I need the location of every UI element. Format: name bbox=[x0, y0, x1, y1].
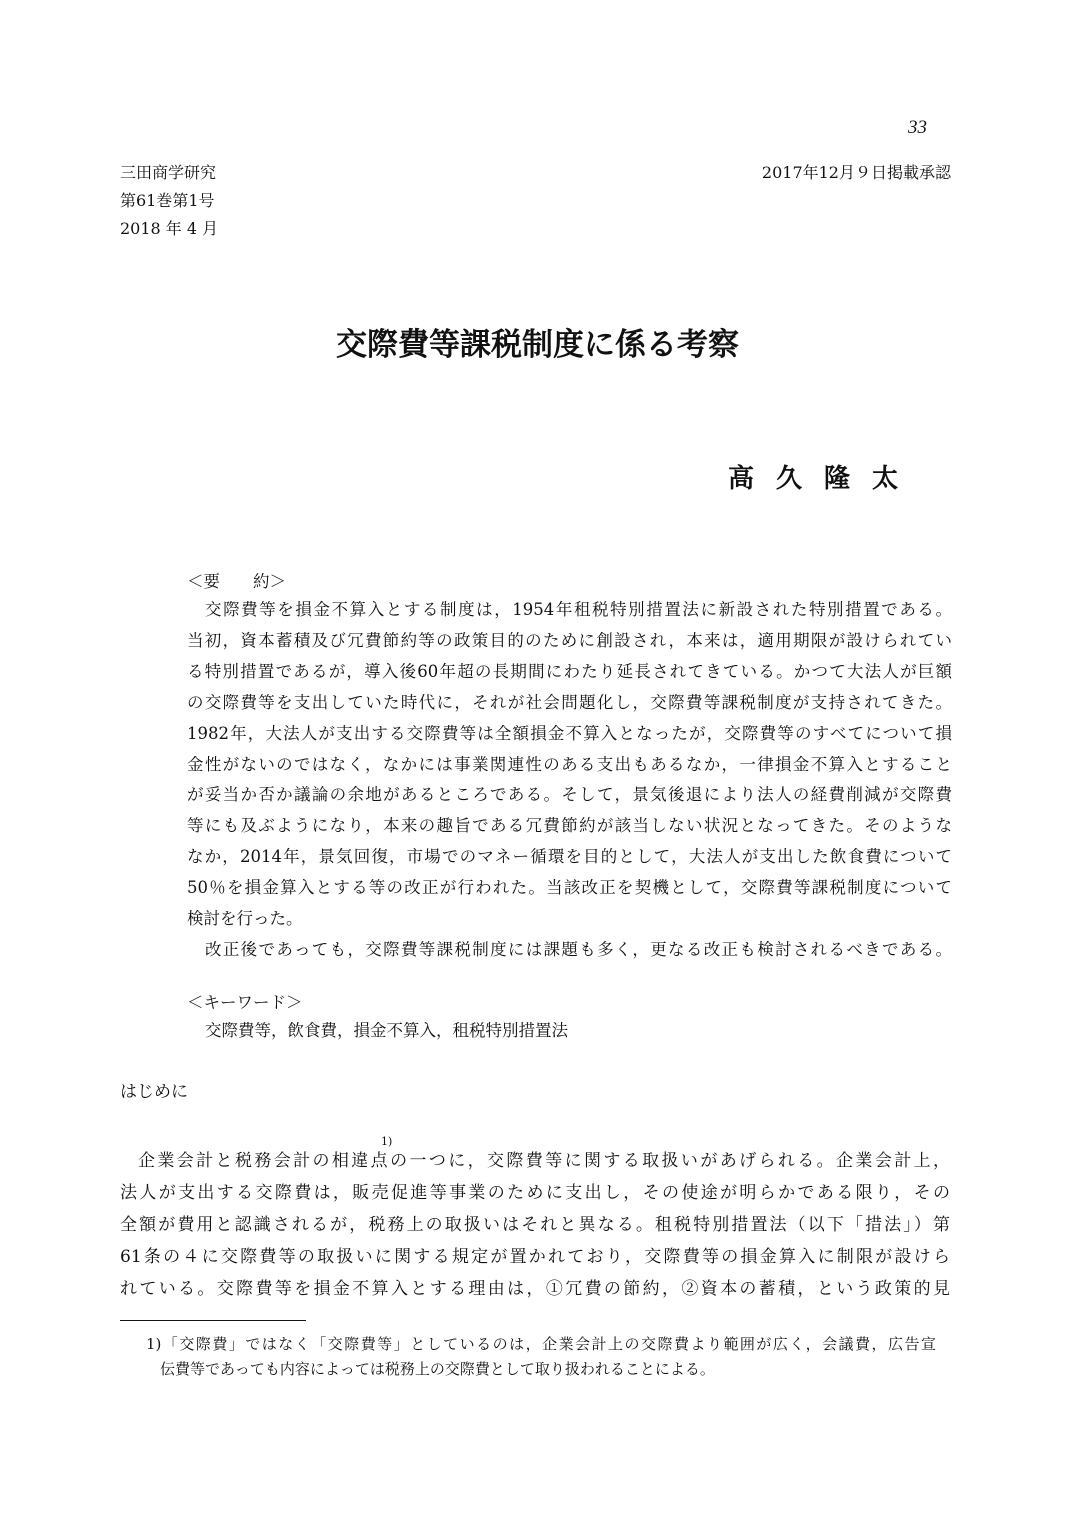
journal-date: 2018 年 4 月 bbox=[120, 219, 219, 238]
journal-volume: 第61巻第1号 bbox=[120, 191, 215, 210]
footnote-line: 1)「交際費」ではなく「交際費等」としているのは，企業会計上の交際費より範囲が広く，会議費，広告宣 bbox=[146, 1335, 936, 1353]
author-name: 高久隆太 bbox=[728, 464, 921, 494]
abstract-line: なか，2014年，景気回復，市場でのマネー循環を目的として，大法人が支出した飲食費について bbox=[187, 847, 952, 866]
abstract-line: 当初，資本蓄積及び冗費節約等の政策目的のために創設され，本来は，適用期限が設けられてい bbox=[187, 631, 952, 650]
page-number: 33 bbox=[908, 117, 927, 138]
abstract-heading: ＜要 約＞ bbox=[187, 572, 286, 591]
acceptance-date: 2017年12月９日掲載承認 bbox=[761, 163, 951, 182]
abstract-line: る特別措置であるが，導入後60年超の長期間にわたり延長されてきている。かつて大法人が巨額 bbox=[187, 662, 952, 681]
keywords-list: 交際費等，飲食費，損金不算入，租税特別措置法 bbox=[205, 1021, 568, 1040]
body-line: 法人が支出する交際費は，販売促進等事業のために支出し，その使途が明らかである限り，その bbox=[120, 1183, 950, 1203]
section-heading: はじめに bbox=[120, 1082, 188, 1102]
journal-name: 三田商学研究 bbox=[120, 163, 217, 182]
body-line: れている。交際費等を損金不算入とする理由は，①冗費の節約，②資本の蓄積，という政策的見 bbox=[120, 1279, 950, 1299]
abstract-line: 交際費等を損金不算入とする制度は，1954年租税特別措置法に新設された特別措置である。 bbox=[205, 600, 952, 619]
footnote-divider bbox=[120, 1320, 306, 1321]
body-line: 企業会計と税務会計の相違点の一つに，交際費等に関する取扱いがあげられる。企業会計上， bbox=[138, 1151, 950, 1171]
footnote-line: 伝費等であっても内容によっては税務上の交際費として取り扱われることによる。 bbox=[160, 1360, 715, 1378]
keywords-heading: ＜キーワード＞ bbox=[187, 993, 303, 1012]
abstract-line: 検討を行った。 bbox=[187, 909, 303, 928]
abstract-line: の交際費等を支出していた時代に，それが社会問題化し，交際費等課税制度が支持されてきた。 bbox=[187, 693, 952, 712]
paper-title: 交際費等課税制度に係る考察 bbox=[336, 327, 739, 363]
footnote-reference: 1) bbox=[381, 1135, 393, 1148]
abstract-line: 1982年，大法人が支出する交際費等は全額損金不算入となったが，交際費等のすべてについて損 bbox=[187, 724, 952, 743]
body-line: 全額が費用と認識されるが，税務上の取扱いはそれと異なる。租税特別措置法（以下「措法」）第 bbox=[120, 1215, 950, 1235]
body-line: 61条の４に交際費等の取扱いに関する規定が置かれており，交際費等の損金算入に制限が設けら bbox=[120, 1247, 950, 1267]
abstract-line: が妥当か否か議論の余地があるところである。そして，景気後退により法人の経費削減が交際費 bbox=[187, 785, 952, 804]
abstract-line: 改正後であっても，交際費等課税制度には課題も多く，更なる改正も検討されるべきである。 bbox=[205, 940, 952, 959]
abstract-line: 金性がないのではなく，なかには事業関連性のある支出もあるなか，一律損金不算入とすること bbox=[187, 755, 952, 774]
abstract-line: 50％を損金算入とする等の改正が行われた。当該改正を契機として，交際費等課税制度について bbox=[187, 878, 952, 897]
abstract-line: 等にも及ぶようになり，本来の趣旨である冗費節約が該当しない状況となってきた。そのような bbox=[187, 816, 952, 835]
